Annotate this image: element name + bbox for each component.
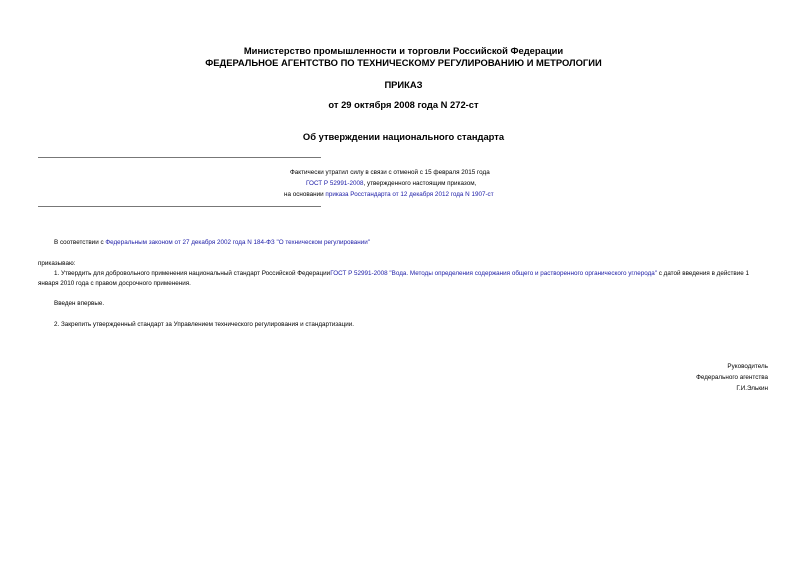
gost-link[interactable]: ГОСТ Р 52991-2008 [306,180,364,187]
document-type: ПРИКАЗ [384,79,423,90]
status-note-line1: Фактически утратил силу в связи с отменой с 15 февраля 2015 года [290,169,490,176]
item-1-suffix: с датой введения в действие 1 января 2010 года с правом досрочного применения. [38,270,750,287]
orders-word: приказываю: [38,260,76,267]
gost-standard-link[interactable]: ГОСТ Р 52991-2008 "Вода. Методы определения содержания общего и растворенного органического углерода" [330,270,657,277]
ministry-name: Министерство промышленности и торговли Российской Федерации [243,45,564,56]
divider-top [38,157,321,158]
agency-name: ФЕДЕРАЛЬНОЕ АГЕНТСТВО ПО ТЕХНИЧЕСКОМУ РЕГУЛИРОВАНИЮ И МЕТРОЛОГИИ [205,57,602,68]
item-1-prefix: 1. Утвердить для добровольного применения национальный стандарт Российской Федерации [54,270,331,277]
paragraph-law-basis [54,238,370,247]
introduced-first: Введен впервые. [54,300,105,307]
status-note-line2 [306,179,476,188]
signature-name: Г.И.Элькин [736,385,768,392]
item-1 [38,269,770,289]
status-note-line2-text: , утвержденного настоящим приказом, [363,180,477,187]
divider-bottom [38,206,321,207]
item-2: 2. Закрепить утвержденный стандарт за Управлением технического регулирования и стандартизации. [54,321,355,328]
paragraph-law-prefix: В соответствии с [54,239,106,246]
document-date: от 29 октября 2008 года N 272-ст [328,99,479,110]
signature-title: Руководитель [727,363,768,370]
signature-agency: Федерального агентства [696,374,768,381]
status-note-line3 [284,190,494,199]
federal-law-link[interactable]: Федеральным законом от 27 декабря 2002 года N 184-ФЗ "О техническом регулировании" [105,239,371,246]
rosstandart-order-link[interactable]: приказа Росстандарта от 12 декабря 2012 года N 1907-ст [325,191,494,198]
status-note-line3-prefix: на основании [284,191,326,198]
document-subject: Об утверждении национального стандарта [302,131,505,142]
